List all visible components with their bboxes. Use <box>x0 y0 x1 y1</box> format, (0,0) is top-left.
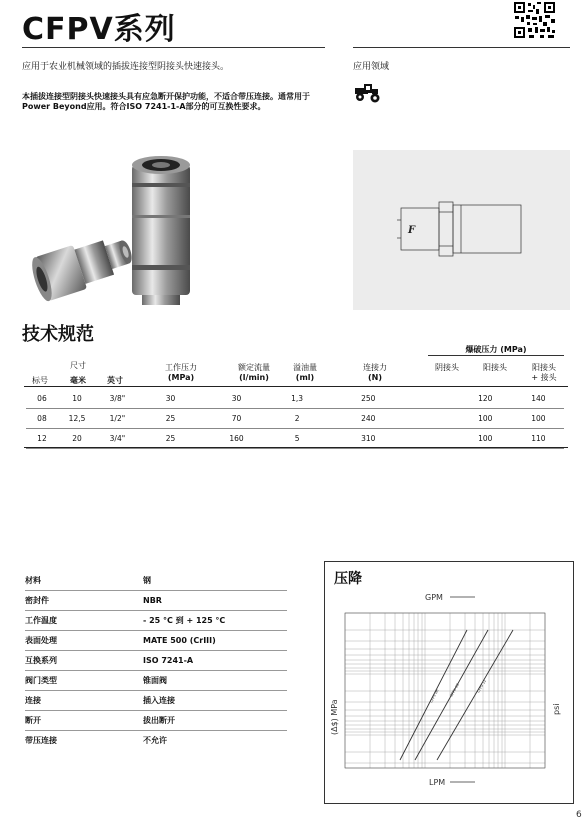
spill-cell: 1,3 <box>271 389 324 409</box>
application-rule <box>353 47 570 48</box>
series-label-1: CFPV 06 <box>429 688 440 704</box>
female-cell <box>413 429 458 449</box>
valve-value: 锥面阀 <box>143 676 167 685</box>
qr-code-icon <box>512 0 557 40</box>
mm-header: 毫米 <box>70 376 86 385</box>
coupling-drawing <box>353 150 570 310</box>
material-value: 钢 <box>143 576 151 585</box>
spec-title: 技术规范 <box>22 324 94 345</box>
disconnect-value: 拔出断开 <box>143 716 175 725</box>
table-row <box>26 389 564 409</box>
spec-table <box>26 389 564 449</box>
materials-table <box>25 571 287 750</box>
right-axis-label: psi <box>552 703 561 715</box>
tag-header: 标号 <box>32 376 48 385</box>
female-cell <box>413 409 458 429</box>
intro-text: 应用于农业机械领域的插拔连接型阴接头快速接头。 <box>22 62 230 72</box>
flow-cell: 70 <box>202 409 270 429</box>
both-cell: 100 <box>513 409 564 429</box>
force-cell: 240 <box>324 409 413 429</box>
tractor-icon <box>353 83 383 103</box>
top-axis-label: GPM <box>425 593 443 602</box>
spec-header-rule <box>24 386 568 387</box>
pressure-cell: 25 <box>139 409 203 429</box>
size-header: 尺寸 <box>70 361 86 370</box>
interchange-value: ISO 7241-A <box>143 656 194 665</box>
interchange-key: 互换系列 <box>25 656 57 665</box>
valve-key: 阀门类型 <box>25 676 57 685</box>
list-item <box>25 691 287 711</box>
pressure-connect-key: 带压连接 <box>25 736 57 745</box>
pressure-cell: 30 <box>139 389 203 409</box>
pressure-connect-value: 不允许 <box>143 736 167 745</box>
force-header: 连接力 <box>363 363 387 372</box>
product-note: 本插拔连接型阴接头快速接头具有应急断开保护功能，不适合带压连接。通常用于Power Beyond应用。符合ISO 7241-1-A部分的可互换性要求。 <box>22 92 310 111</box>
pressure-unit: (MPa) <box>167 373 195 382</box>
mm-cell: 10 <box>58 389 96 409</box>
spill-cell: 5 <box>271 429 324 449</box>
pressure-cell: 25 <box>139 429 203 449</box>
tag-cell: 06 <box>26 389 58 409</box>
spill-unit: (ml) <box>295 373 315 382</box>
table-row <box>26 429 564 449</box>
list-item <box>25 731 287 750</box>
surface-value: MATE 500 (CrIII) <box>143 636 216 645</box>
list-item <box>25 631 287 651</box>
both-cell: 140 <box>513 389 564 409</box>
pressure-drop-chart <box>325 585 571 799</box>
male-cell: 100 <box>458 429 513 449</box>
temperature-value: - 25 °C 到 + 125 °C <box>143 616 226 625</box>
force-unit: (N) <box>367 373 382 382</box>
corner-mark: 6 <box>576 810 582 820</box>
list-item <box>25 671 287 691</box>
both-cell: 110 <box>513 429 564 449</box>
inch-cell: 3/8" <box>96 389 139 409</box>
inch-cell: 3/4" <box>96 429 139 449</box>
seal-key: 密封件 <box>25 596 49 605</box>
connect-key: 连接 <box>25 696 41 705</box>
flow-cell: 30 <box>202 389 270 409</box>
page-title: CFPV系列 <box>22 12 176 47</box>
flow-cell: 160 <box>202 429 270 449</box>
flow-unit: (l/min) <box>239 373 269 382</box>
table-row <box>26 409 564 429</box>
force-cell: 250 <box>324 389 413 409</box>
temperature-key: 工作温度 <box>25 616 57 625</box>
burst-header: 爆破压力 (MPa) <box>428 345 564 356</box>
list-item <box>25 611 287 631</box>
female-cell <box>413 389 458 409</box>
pressure-drop-title: 压降 <box>334 571 362 587</box>
disconnect-key: 断开 <box>25 716 41 725</box>
male-cell: 120 <box>458 389 513 409</box>
male-plus-header: 阳接头 <box>532 363 556 372</box>
tag-cell: 08 <box>26 409 58 429</box>
spill-cell: 2 <box>271 409 324 429</box>
coupling-photo <box>22 145 272 310</box>
svg-text:F: F <box>408 225 416 236</box>
list-item <box>25 711 287 731</box>
spill-header: 溢油量 <box>293 363 317 372</box>
male-header: 阳接头 <box>483 363 507 372</box>
spec-bottom-rule <box>24 447 568 448</box>
tag-cell: 12 <box>26 429 58 449</box>
female-header: 阴接头 <box>435 363 459 372</box>
male-cell: 100 <box>458 409 513 429</box>
pressure-header: 工作压力 <box>165 363 197 372</box>
list-item <box>25 571 287 591</box>
plus-female-header: + 接头 <box>531 373 557 382</box>
series-label-3: CFPV 12 <box>476 678 488 694</box>
list-item <box>25 591 287 611</box>
seal-value: NBR <box>143 596 162 605</box>
surface-key: 表面处理 <box>25 636 57 645</box>
application-heading: 应用领域 <box>353 62 390 72</box>
mm-cell: 20 <box>58 429 96 449</box>
material-key: 材料 <box>25 576 41 585</box>
list-item <box>25 651 287 671</box>
flow-header: 额定流量 <box>238 363 270 372</box>
bottom-axis-label: LPM <box>429 778 446 787</box>
left-axis-label: (Δ$) MPa <box>330 699 339 735</box>
inch-header: 英寸 <box>107 376 123 385</box>
title-rule <box>22 47 325 48</box>
inch-cell: 1/2" <box>96 409 139 429</box>
mm-cell: 12,5 <box>58 409 96 429</box>
force-cell: 310 <box>324 429 413 449</box>
series-label-2: CFPV 08 <box>449 682 460 698</box>
connect-value: 插入连接 <box>143 696 175 705</box>
